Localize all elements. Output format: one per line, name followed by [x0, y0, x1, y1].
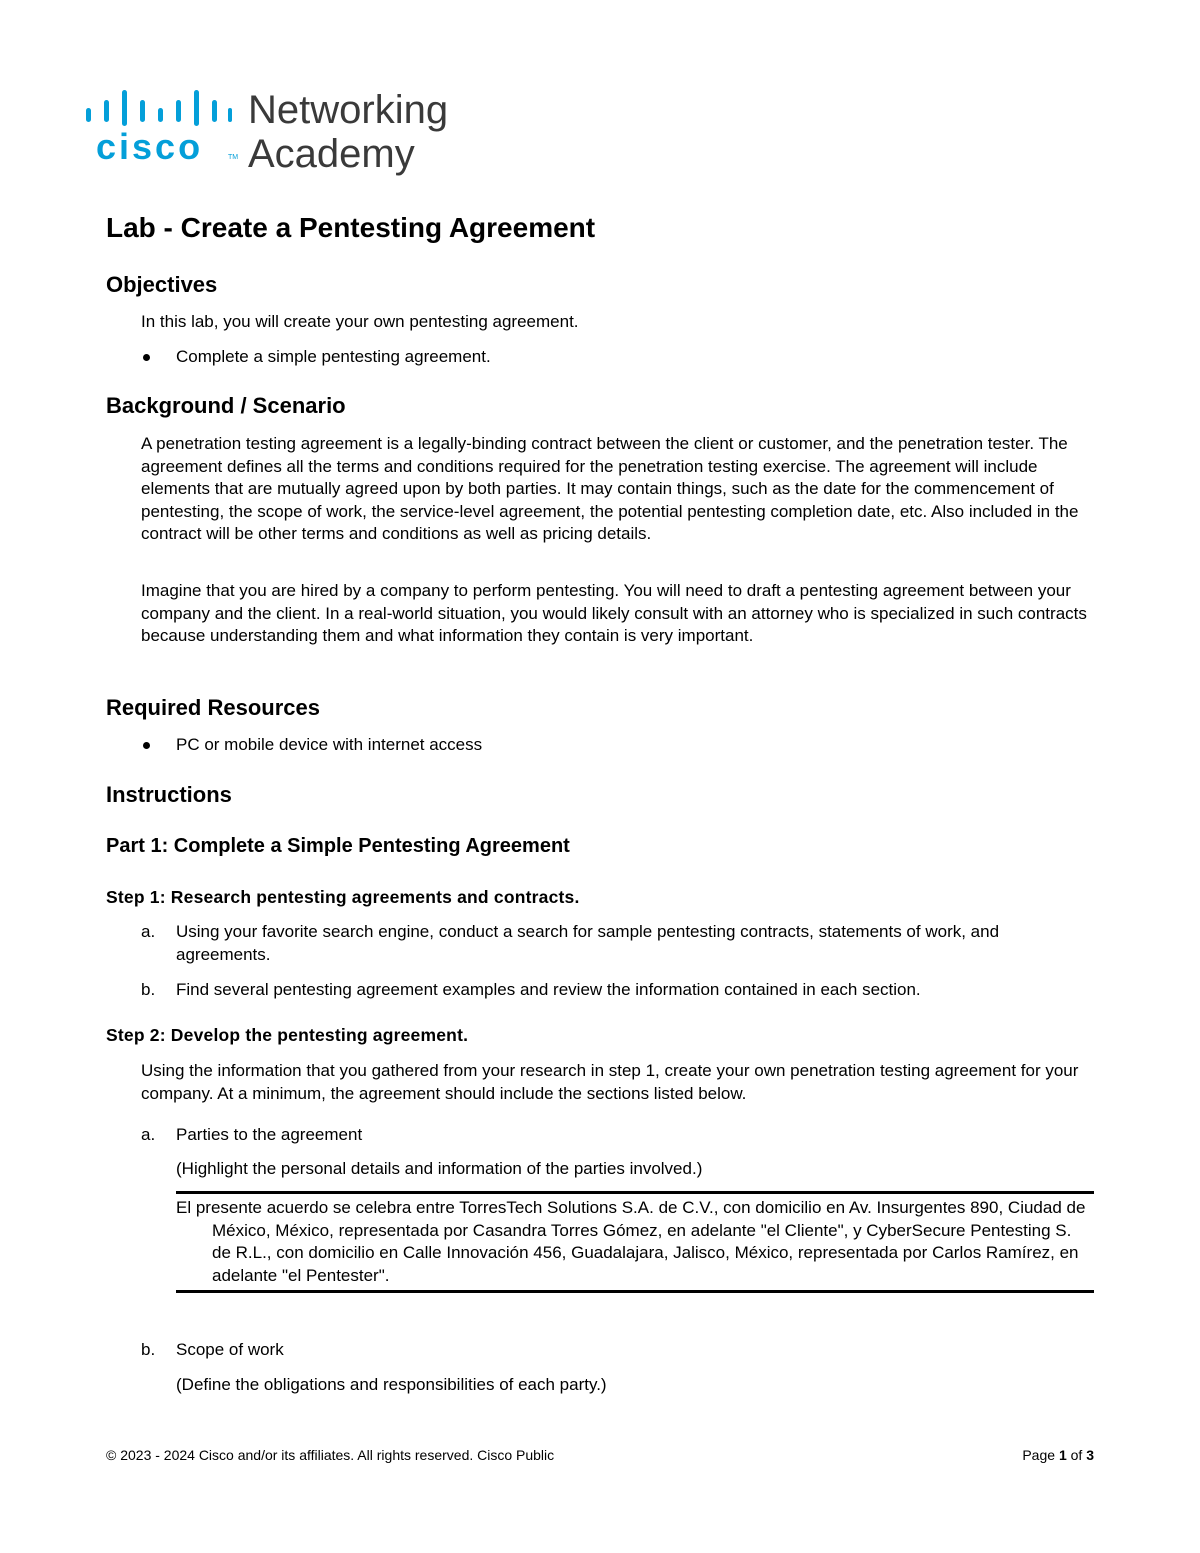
part1-heading: Part 1: Complete a Simple Pentesting Agreement	[106, 835, 570, 857]
page-number	[1022, 1447, 1094, 1463]
instructions-heading: Instructions	[106, 782, 232, 807]
background-heading: Background / Scenario	[106, 393, 346, 418]
step2-item-b-hint-row	[141, 1374, 1101, 1398]
page-word: Page	[1022, 1447, 1056, 1463]
page-current: 1	[1058, 1447, 1067, 1463]
step1-item-b-text: Find several pentesting agreement examples and review the information contained in each section.	[176, 980, 921, 999]
step2-item-a-label: Parties to the agreement	[176, 1125, 363, 1144]
answer-box-parties[interactable]	[176, 1191, 1094, 1293]
footer-copyright: © 2023 - 2024 Cisco and/or its affiliates. All rights reserved. Cisco Public	[106, 1447, 555, 1463]
cisco-networking-academy-logo	[82, 88, 482, 180]
logo-academy: Academy	[248, 132, 415, 176]
of-word: of	[1070, 1447, 1083, 1463]
step2-intro: Using the information that you gathered from your research in step 1, create your own penetration testing agreement for your company. At a minimum, the agreement should include the sections listed below.	[141, 1061, 1079, 1103]
logo-networking: Networking	[248, 88, 449, 132]
step2-item-b	[141, 1339, 1101, 1363]
list-marker: a.	[141, 922, 156, 941]
trademark-mark: TM	[228, 154, 239, 161]
step2-item-b-label: Scope of work	[176, 1340, 284, 1359]
step2-item-a-hint-row	[141, 1158, 1101, 1182]
list-marker: b.	[141, 980, 156, 999]
bullet-icon	[143, 742, 150, 749]
background-paragraph-1: A penetration testing agreement is a legally-binding contract between the client or customer, and the penetration tester. The agreement defines all the terms and conditions required for the penetration testing exercise. The agreement will include elements that are mutually agreed upon by both parties. It may contain things, such as the date for the commencement of pentesting, the scope of work, the service-level agreement, the potential pentesting completion date, etc. Also included in the contract will be other terms and conditions as well as pricing details.	[141, 434, 1079, 543]
cisco-wordmark: cisco	[96, 126, 204, 167]
objectives-heading: Objectives	[106, 272, 218, 297]
cisco-bars-icon	[82, 88, 232, 130]
step2-item-a	[141, 1124, 1101, 1148]
step2-heading: Step 2: Develop the pentesting agreement.	[106, 1025, 469, 1045]
step1-item-a	[141, 921, 1101, 967]
step1-item-b	[141, 979, 1101, 1003]
answer-text-parties[interactable]: El presente acuerdo se celebra entre TorresTech Solutions S.A. de C.V., con domicilio en Av. Insurgentes 890, Ciudad de México, México, representada por Casandra Torres Gómez, en adelante "el Cliente", y CyberSecure Pentesting S. de R.L., con domicilio en Calle Innovación 456, Guadalajara, Jalisco, México, representada por Carlos Ramírez, en adelante "el Pentester".	[176, 1198, 1086, 1285]
background-paragraph-2: Imagine that you are hired by a company to perform pentesting. You will need to draft a pentesting agreement between your company and the client. In a real-world situation, you would likely consult with an attorney who is specialized in such contracts because understanding them and what information they contain is very important.	[141, 581, 1087, 645]
step1-heading: Step 1: Research pentesting agreements and contracts.	[106, 887, 580, 907]
step2-item-b-hint: (Define the obligations and responsibilities of each party.)	[176, 1375, 607, 1394]
objectives-bullet-text: Complete a simple pentesting agreement.	[176, 347, 491, 366]
step2-item-a-hint: (Highlight the personal details and information of the parties involved.)	[176, 1159, 703, 1178]
step1-item-a-text: Using your favorite search engine, conduct a search for sample pentesting contracts, statements of work, and agreements.	[176, 922, 1000, 964]
page-title: Lab - Create a Pentesting Agreement	[106, 212, 596, 243]
objectives-intro: In this lab, you will create your own pentesting agreement.	[141, 312, 579, 331]
page-total: 3	[1086, 1447, 1094, 1463]
list-marker: a.	[141, 1125, 156, 1144]
resources-bullet-text: PC or mobile device with internet access	[176, 735, 483, 754]
bullet-icon	[143, 354, 150, 361]
list-marker: b.	[141, 1340, 156, 1359]
resources-heading: Required Resources	[106, 695, 320, 720]
